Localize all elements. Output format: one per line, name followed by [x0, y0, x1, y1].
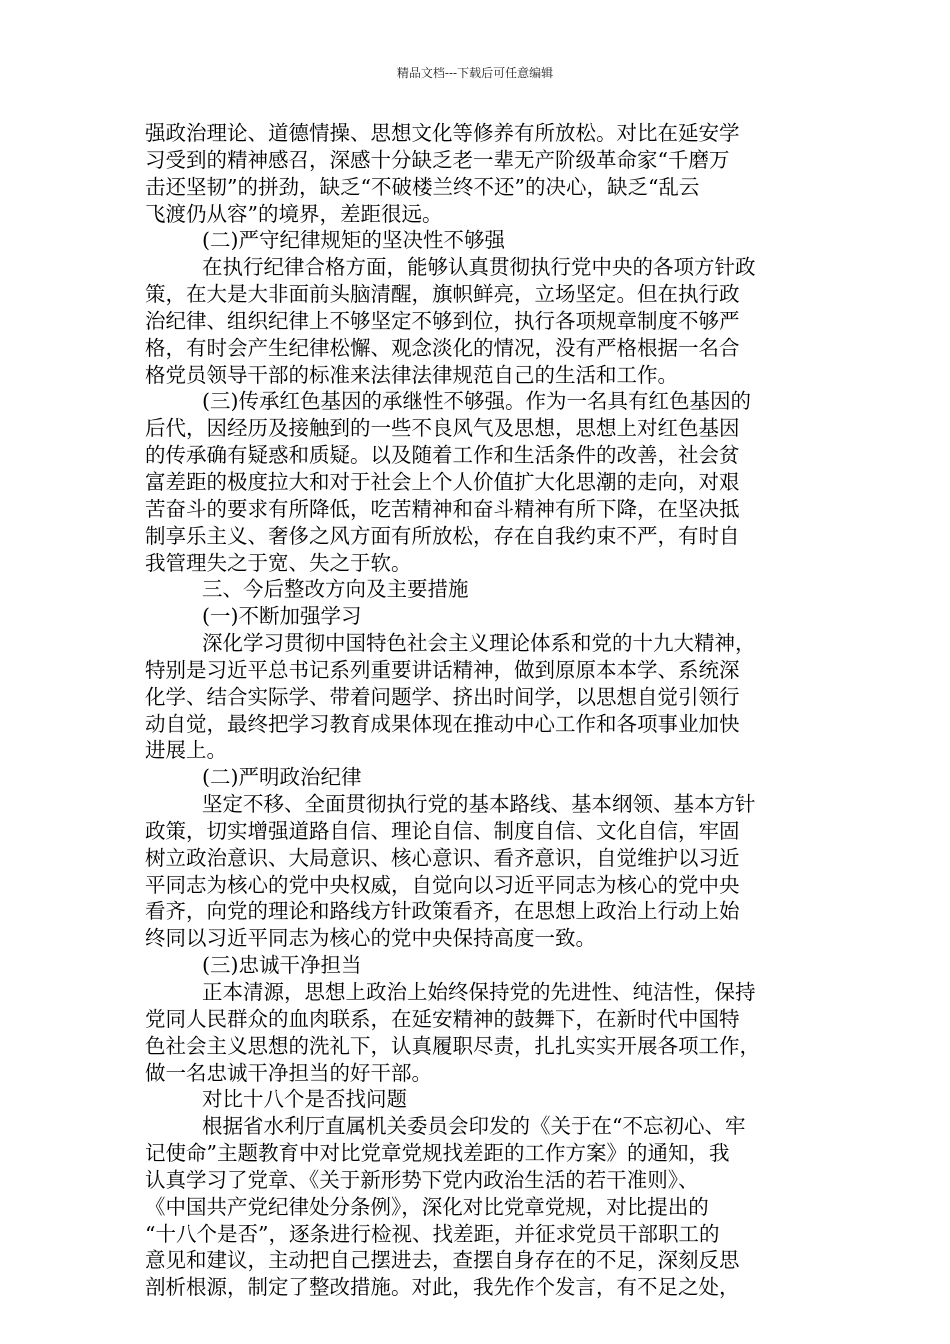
text-line: 对比十八个是否找问题 — [202, 1087, 407, 1112]
text-line: 的传承确有疑惑和质疑。以及随着工作和生活条件的改善，社会贫 — [145, 443, 740, 468]
text-line: 剖析根源，制定了整改措施。对此，我先作个发言，有不足之处， — [145, 1275, 740, 1300]
text-line: 习受到的精神感召，深感十分缺乏老一辈无产阶级革命家“千磨万 — [145, 147, 730, 172]
text-line: 树立政治意识、大局意识、核心意识、看齐意识，自觉维护以习近 — [145, 845, 740, 870]
text-line: 格党员领导干部的标准来法律法律规范自己的生活和工作。 — [145, 362, 678, 387]
text-line: 苦奋斗的要求有所降低，吃苦精神和奋斗精神有所下降，在坚决抵 — [145, 496, 740, 521]
text-line: 党同人民群众的血肉联系，在延安精神的鼓舞下，在新时代中国特 — [145, 1006, 740, 1031]
text-line: 治纪律、组织纪律上不够坚定不够到位，执行各项规章制度不够严 — [145, 308, 740, 333]
text-line: “十八个是否”，逐条进行检视、找差距，并征求党员干部职工的 — [145, 1221, 720, 1246]
text-line: 根据省水利厅直属机关委员会印发的《关于在“不忘初心、牢 — [202, 1114, 746, 1139]
text-line: 正本清源，思想上政治上始终保持党的先进性、纯洁性，保持 — [202, 980, 756, 1004]
text-line: 做一名忠诚干净担当的好干部。 — [145, 1060, 432, 1085]
text-line: 特别是习近平总书记系列重要讲话精神，做到原原本本学、系统深 — [145, 657, 740, 682]
text-line: (三)传承红色基因的承继性不够强。作为一名具有红色基因的 — [202, 389, 751, 414]
text-line: 击还坚韧”的拼劲，缺乏“不破楼兰终不还”的决心，缺乏“乱云 — [145, 174, 700, 199]
text-line: 动自觉，最终把学习教育成果体现在推动中心工作和各项事业加快 — [145, 711, 740, 736]
text-line: 进展上。 — [145, 738, 227, 763]
text-line: 记使命”主题教育中对比党章党规找差距的工作方案》的通知，我 — [145, 1141, 730, 1166]
text-line: 强政治理论、道德情操、思想文化等修养有所放松。对比在延安学 — [145, 121, 740, 145]
text-line: (二)严守纪律规矩的坚决性不够强 — [202, 228, 505, 253]
text-line: (二)严明政治纪律 — [202, 765, 362, 790]
text-line: 制享乐主义、奢侈之风方面有所放松，存在自我约束不严，有时自 — [145, 523, 740, 548]
text-line: 策，在大是大非面前头脑清醒，旗帜鲜亮，立场坚定。但在执行政 — [145, 282, 740, 307]
text-line: 坚定不移、全面贯彻执行党的基本路线、基本纲领、基本方针 — [202, 792, 756, 817]
text-line: (一)不断加强学习 — [202, 604, 362, 629]
text-line: 在执行纪律合格方面，能够认真贯彻执行党中央的各项方针政 — [202, 255, 756, 280]
text-line: 认真学习了党章、《关于新形势下党内政治生活的若干准则》、 — [145, 1167, 699, 1192]
text-line: 格，有时会产生纪律松懈、观念淡化的情况，没有严格根据一名合 — [145, 335, 740, 360]
text-line: 《中国共产党纪律处分条例》，深化对比党章党规，对比提出的 — [145, 1194, 709, 1219]
text-line: (三)忠诚干净担当 — [202, 953, 362, 978]
text-line: 政策，切实增强道路自信、理论自信、制度自信、文化自信，牢固 — [145, 818, 740, 843]
text-line: 富差距的极度拉大和对于社会上个人价值扩大化思潮的走向，对艰 — [145, 469, 740, 494]
text-line: 色社会主义思想的洗礼下，认真履职尽责，扎扎实实开展各项工作， — [145, 1033, 760, 1058]
text-line: 深化学习贯彻中国特色社会主义理论体系和党的十九大精神， — [202, 631, 756, 656]
page-header: 精品文档---下载后可任意编辑 — [396, 66, 554, 80]
text-line: 化学、结合实际学、带着问题学、挤出时间学，以思想自觉引领行 — [145, 684, 740, 709]
text-line: 看齐，向党的理论和路线方针政策看齐，在思想上政治上行动上始 — [145, 899, 740, 924]
text-line: 意见和建议，主动把自己摆进去，查摆自身存在的不足，深刻反思 — [145, 1248, 740, 1273]
text-line: 飞渡仍从容”的境界，差距很远。 — [145, 201, 443, 226]
text-line: 我管理失之于宽、失之于软。 — [145, 550, 412, 575]
text-line: 平同志为核心的党中央权威，自觉向以习近平同志为核心的党中央 — [145, 872, 740, 897]
text-line: 后代，因经历及接触到的一些不良风气及思想，思想上对红色基因 — [145, 416, 740, 441]
document-body — [145, 120, 810, 1301]
text-line: 终同以习近平同志为核心的党中央保持高度一致。 — [145, 926, 596, 951]
text-line: 三、今后整改方向及主要措施 — [202, 577, 469, 602]
